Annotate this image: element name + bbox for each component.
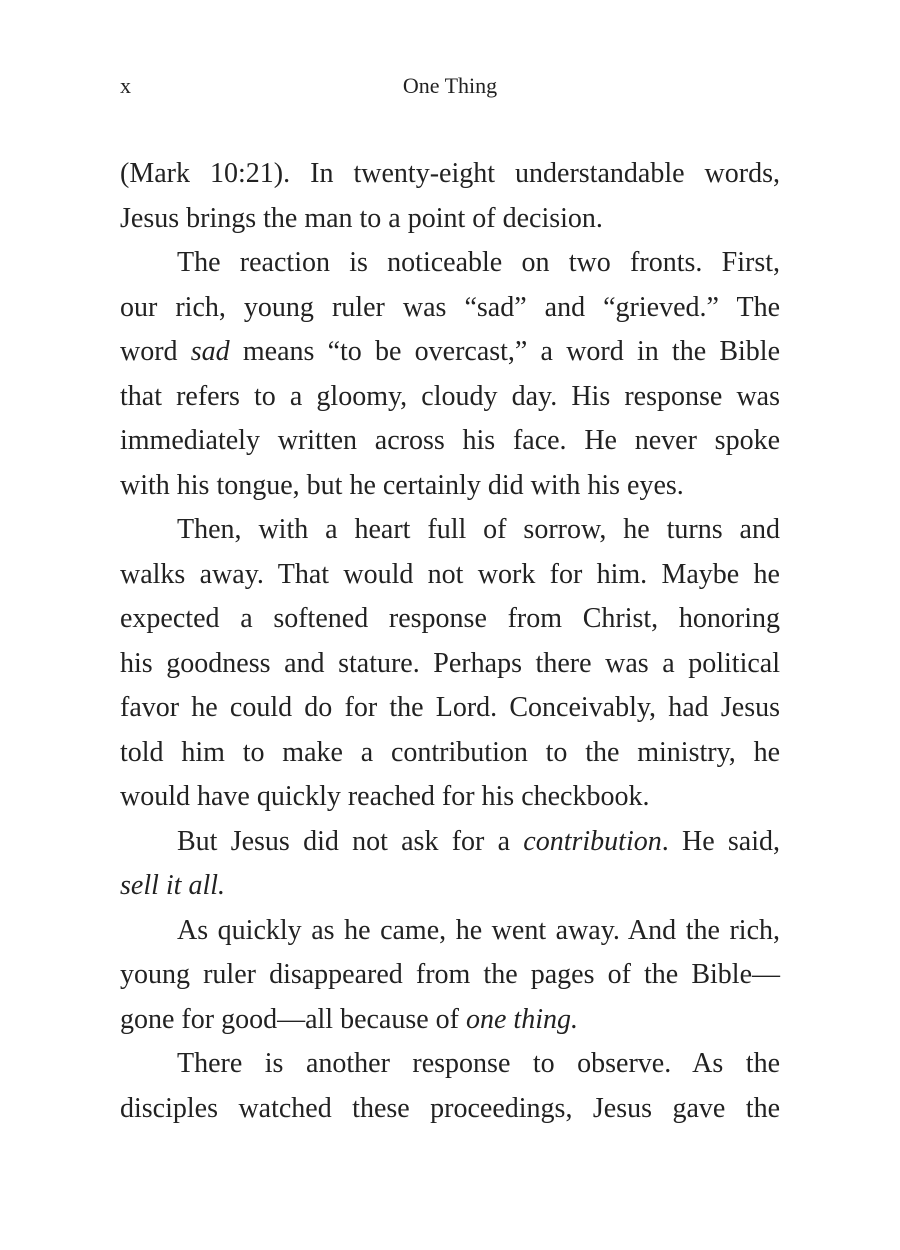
text-line: told him to make a contribution to the ministry, he xyxy=(120,736,780,768)
text-line: young ruler disappeared from the pages of the Bible— xyxy=(120,959,780,990)
text-line: As quickly as he came, he went away. And the rich, xyxy=(177,914,780,946)
text-line: Then, with a heart full of sorrow, he turns and xyxy=(177,514,780,545)
text-line: disciples watched these proceedings, Jesus gave the xyxy=(120,1092,780,1124)
body-text xyxy=(120,152,780,1131)
emphasis-text: one thing. xyxy=(466,1003,578,1035)
text-line: (Mark 10:21). In twenty-eight understandable words, xyxy=(120,158,780,189)
running-head xyxy=(120,70,780,102)
text-line: expected a softened response from Christ, honoring xyxy=(120,603,780,634)
text-line: that refers to a gloomy, cloudy day. His response was xyxy=(120,380,780,412)
text-line: But Jesus did not ask for a contribution. He said, xyxy=(177,825,780,857)
emphasis-text: sell it all. xyxy=(120,870,225,901)
text-line: There is another response to observe. As the xyxy=(177,1048,780,1079)
emphasis-text: contribution xyxy=(523,825,662,857)
text-line: The reaction is noticeable on two fronts. First, xyxy=(177,247,780,278)
text-line: would have quickly reached for his checkbook. xyxy=(120,781,650,812)
text-line xyxy=(120,864,780,909)
page-number: x xyxy=(120,73,131,98)
text-line: favor he could do for the Lord. Conceivably, had Jesus xyxy=(120,692,780,723)
text-line: his goodness and stature. Perhaps there was a political xyxy=(120,647,780,679)
text-line: our rich, young ruler was “sad” and “grieved.” The xyxy=(120,291,780,323)
text-line: with his tongue, but he certainly did with his eyes. xyxy=(120,469,684,501)
text-line: Jesus brings the man to a point of decision. xyxy=(120,202,603,234)
emphasis-text: sad xyxy=(190,336,230,367)
text-line: immediately written across his face. He never spoke xyxy=(120,425,780,456)
text-line: gone for good—all because of one thing. xyxy=(120,1003,578,1035)
text-line: word sad means “to be overcast,” a word in the Bible xyxy=(120,336,780,367)
book-title: One Thing xyxy=(402,73,498,98)
text-line: walks away. That would not work for him. Maybe he xyxy=(120,558,780,590)
